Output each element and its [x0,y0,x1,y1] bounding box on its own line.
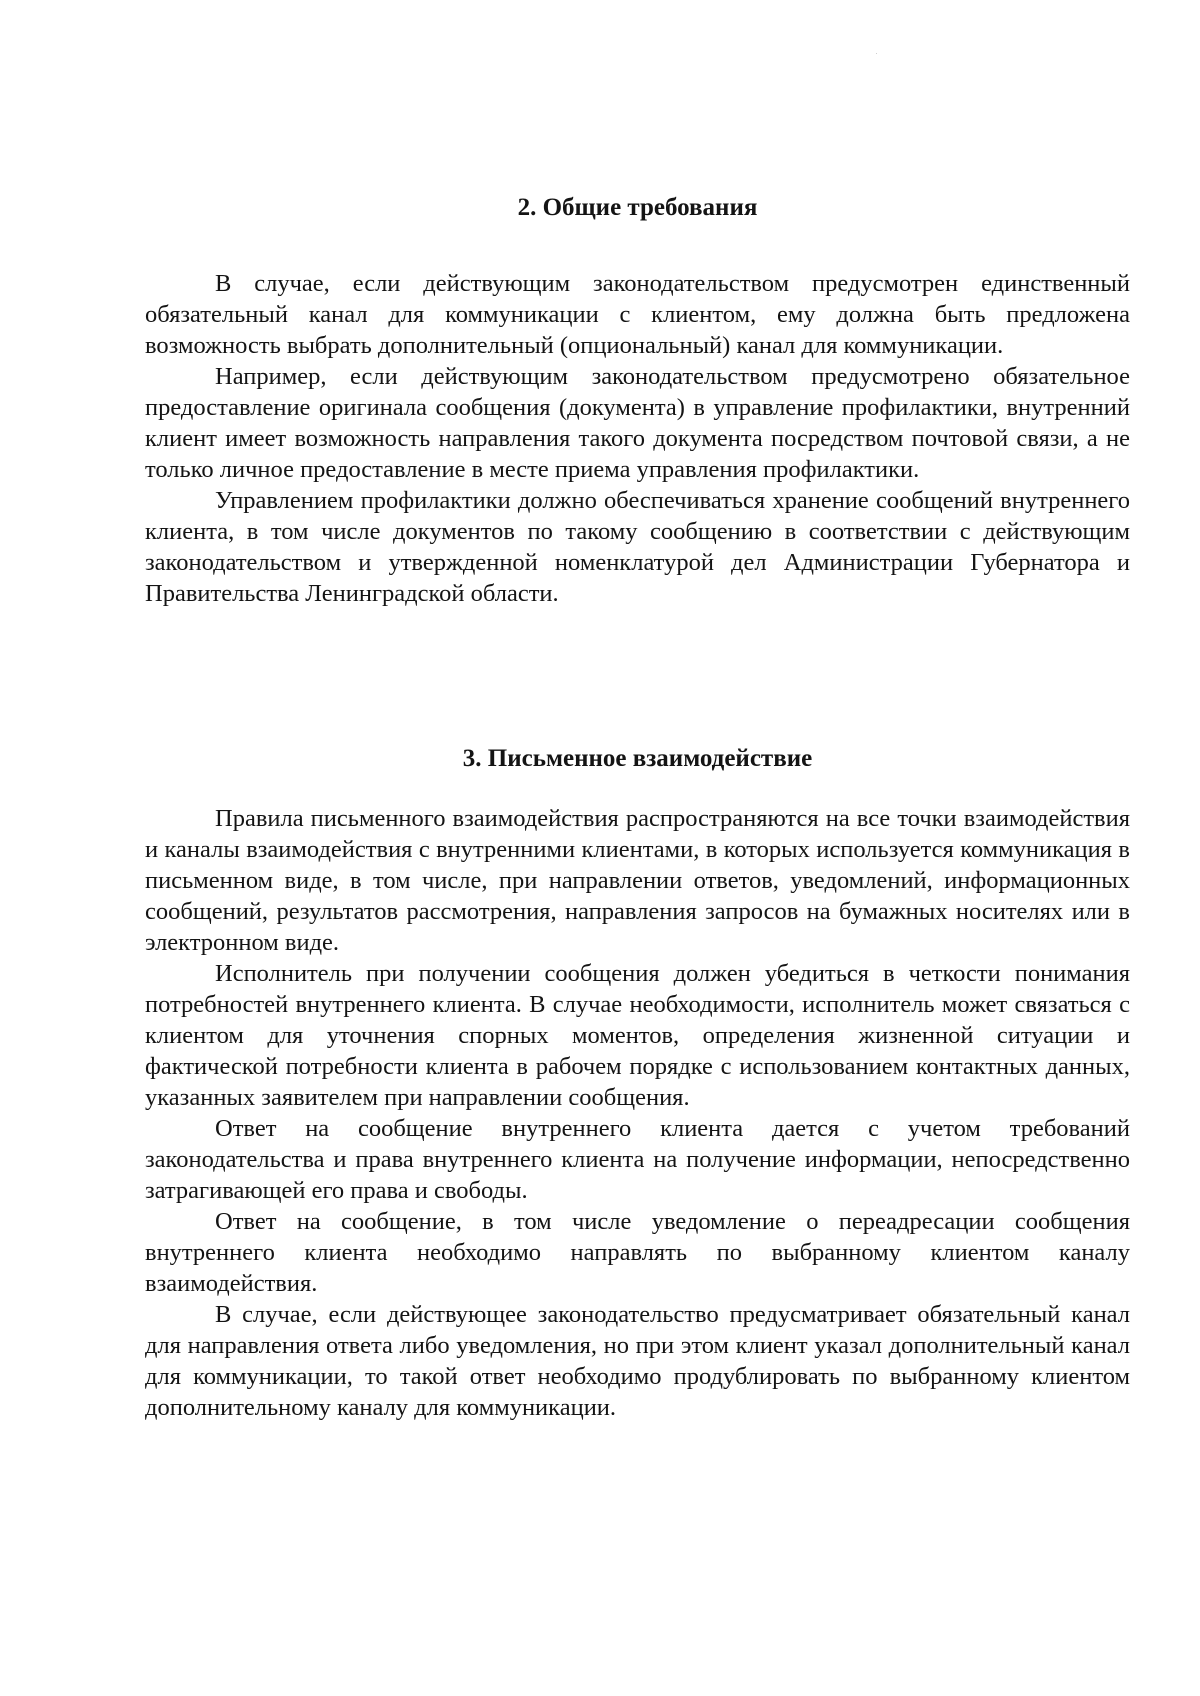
paragraph: Ответ на сообщение внутреннего клиента дается с учетом требований законодательства и права внутреннего клиента на получение информации, непосредственно затрагивающей его права и свободы. [145,1115,1130,1204]
paragraph: В случае, если действующее законодательство предусматривает обязательный канал для направления ответа либо уведомления, но при этом клиент указал дополнительный канал для коммуникации, то такой ответ необходимо продублировать по выбранному клиентом дополнительному каналу для коммуникации. [145,1301,1130,1421]
section-heading-general-requirements: 2. Общие требования [517,194,758,221]
paragraph: Управлением профилактики должно обеспечиваться хранение сообщений внутреннего клиента, в том числе документов по такому сообщению в соответствии с действующим законодательством и утвержденной номенклатурой дел Администрации Губернатора и Правительства Ленинградской области. [145,487,1130,607]
paragraph: Например, если действующим законодательством предусмотрено обязательное предоставление оригинала сообщения (документа) в управление профилактики, внутренний клиент имеет возможность направления такого документа посредством почтовой связи, а не только личное предоставление в месте приема управления профилактики. [145,363,1130,483]
document-page [145,0,1130,1696]
paragraph: Исполнитель при получении сообщения должен убедиться в четкости понимания потребностей внутреннего клиента. В случае необходимости, исполнитель может связаться с клиентом для уточнения спорных моментов, определения жизненной ситуации и фактической потребности клиента в рабочем порядке с использованием контактных данных, указанных заявителем при направлении сообщения. [145,960,1130,1111]
section-heading-written-interaction: 3. Письменное взаимодействие [462,745,813,772]
paragraph: Правила письменного взаимодействия распространяются на все точки взаимодействия и каналы взаимодействия с внутренними клиентами, в которых используется коммуникация в письменном виде, в том числе, при направлении ответов, уведомлений, информационных сообщений, результатов рассмотрения, направления запросов на бумажных носителях или в электронном виде. [145,805,1130,956]
section-body-written-interaction [145,803,1130,1423]
paragraph: В случае, если действующим законодательством предусмотрен единственный обязательный канал для коммуникации с клиентом, ему должна быть предложена возможность выбрать дополнительный (опциональный) канал для коммуникации. [145,270,1130,359]
section-body-general-requirements [145,268,1130,609]
paragraph: Ответ на сообщение, в том числе уведомление о переадресации сообщения внутреннего клиента необходимо направлять по выбранному клиентом каналу взаимодействия. [145,1208,1130,1297]
